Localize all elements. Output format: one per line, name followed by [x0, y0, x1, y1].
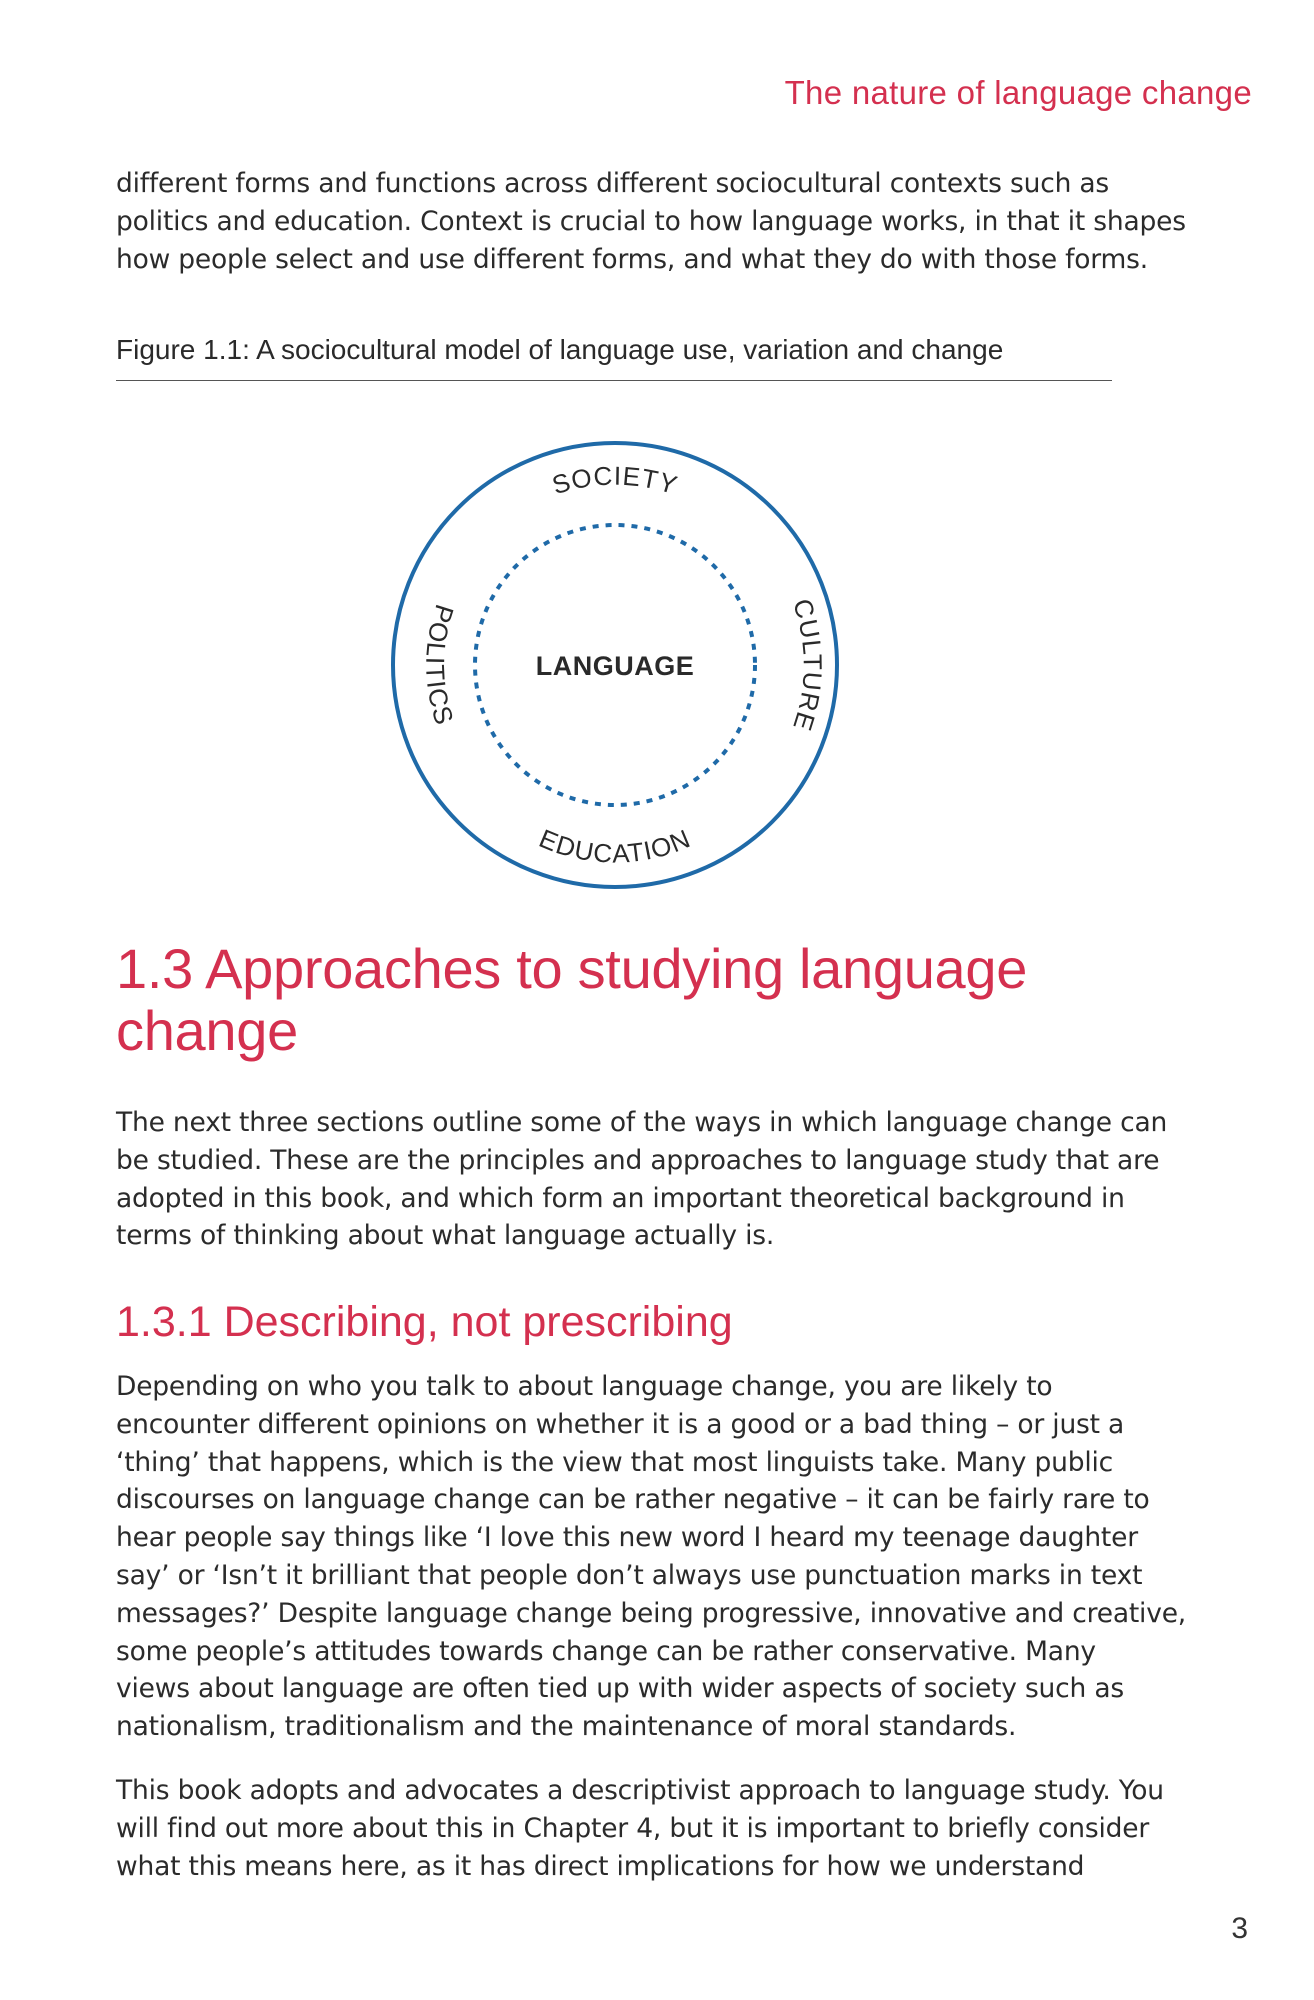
svg-text:POLITICS — [420, 601, 460, 729]
section-heading — [116, 938, 1027, 1062]
paragraph-line: politics and education. Context is crucial to how language works, in that it shapes — [116, 205, 1186, 237]
paragraph-line: Depending on who you talk to about language change, you are likely to — [116, 1371, 1053, 1402]
paragraph-line: what this means here, as it has direct implications for how we understand — [116, 1850, 1085, 1882]
heading-line: change — [116, 999, 298, 1062]
center-label: LANGUAGE — [535, 651, 695, 681]
intro-paragraph — [116, 165, 1186, 278]
svg-text:EDUCATION — [535, 823, 695, 869]
paragraph-line: ‘thing’ that happens, which is the view that most linguists take. Many public — [116, 1446, 1114, 1478]
paragraph-line: discourses on language change can be rather negative – it can be fairly rare to — [116, 1484, 1150, 1516]
paragraph-line: adopted in this book, and which form an important theoretical background in — [116, 1182, 1125, 1214]
paragraph-line: different forms and functions across different sociocultural contexts such as — [116, 168, 1110, 199]
paragraph-line: nationalism, traditionalism and the maintenance of moral standards. — [116, 1711, 1017, 1743]
running-header: The nature of language change — [784, 74, 1252, 111]
paragraph-line: hear people say things like ‘I love this new word I heard my teenage daughter — [116, 1522, 1138, 1554]
ring-label-education: EDUCATION — [534, 822, 696, 869]
figure-caption-text: A sociocultural model of language use, variation and change — [256, 334, 1004, 365]
section-paragraph — [116, 1104, 1168, 1255]
svg-text:CULTURE — [787, 595, 828, 735]
heading-line: 1.3 Approaches to studying language — [116, 937, 1028, 1000]
paragraph-line: will find out more about this in Chapter 4, but it is important to briefly consider — [116, 1812, 1150, 1844]
page-number: 3 — [1231, 1912, 1248, 1945]
paragraph-line: say’ or ‘Isn’t it brilliant that people don’t always use punctuation marks in text — [116, 1559, 1143, 1591]
paragraph-line: The next three sections outline some of the ways in which language change can — [116, 1107, 1168, 1138]
subsection-heading: 1.3.1 Describing, not prescribing — [116, 1298, 733, 1346]
subsection-paragraph-2 — [116, 1772, 1164, 1885]
figure-caption — [116, 334, 1003, 366]
paragraph-line: This book adopts and advocates a descriptivist approach to language study. You — [116, 1775, 1164, 1806]
ring-label-politics: POLITICS — [420, 601, 460, 729]
paragraph-line: some people’s attitudes towards change can be rather conservative. Many — [116, 1635, 1096, 1667]
figure-label: Figure 1.1: — [116, 334, 250, 365]
ring-label-culture: CULTURE — [787, 595, 828, 735]
paragraph-line: be studied. These are the principles and approaches to language study that are — [116, 1144, 1160, 1176]
sociocultural-diagram — [380, 430, 850, 900]
svg-text:SOCIETY — [549, 460, 682, 500]
paragraph-line: views about language are often tied up with wider aspects of society such as — [116, 1673, 1124, 1705]
ring-label-society: SOCIETY — [548, 460, 682, 501]
figure-divider — [116, 380, 1112, 381]
paragraph-line: encounter different opinions on whether it is a good or a bad thing – or just a — [116, 1408, 1125, 1440]
subsection-paragraph-1 — [116, 1368, 1187, 1746]
paragraph-line: how people select and use different forms, and what they do with those forms. — [116, 243, 1148, 275]
paragraph-line: messages?’ Despite language change being progressive, innovative and creative, — [116, 1597, 1187, 1629]
paragraph-line: terms of thinking about what language actually is. — [116, 1220, 775, 1252]
